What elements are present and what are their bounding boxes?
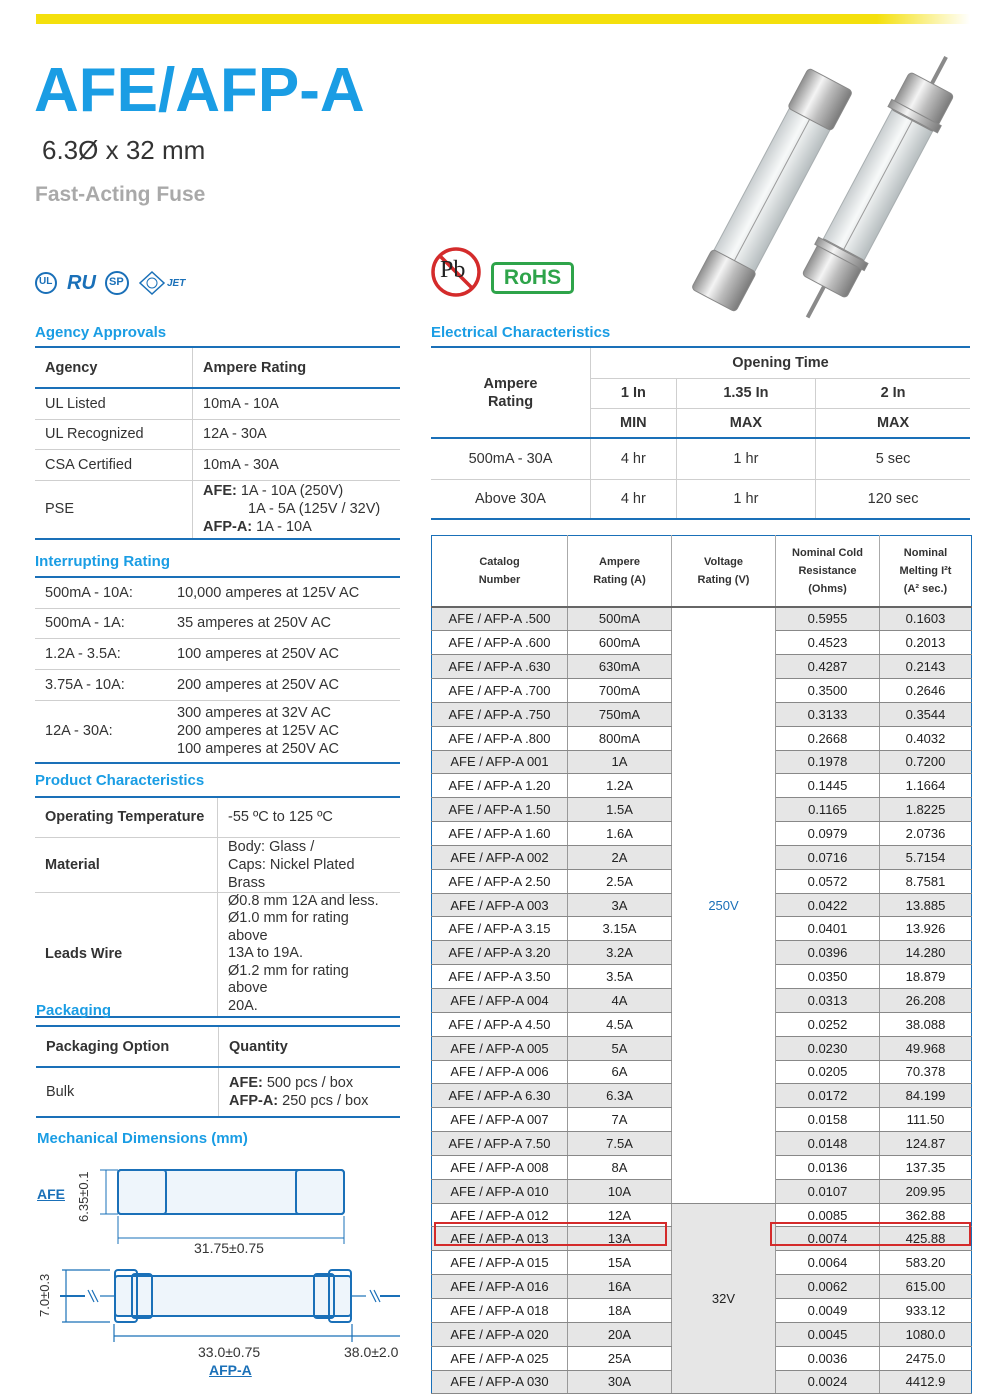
table-row xyxy=(35,700,400,763)
ampere-rating: 1.6A xyxy=(568,822,672,846)
interrupt-value-multi xyxy=(167,700,400,763)
leads-line: Ø1.0 mm for rating above xyxy=(228,910,349,944)
table-row xyxy=(35,480,400,539)
ampere-rating: 4.5A xyxy=(568,1012,672,1036)
interrupt-range: 1.2A - 3.5A: xyxy=(35,638,167,669)
qty-afpa-value: 250 pcs / box xyxy=(278,1093,369,1109)
multiplier-header: 1 In xyxy=(591,378,677,408)
ampere-rating: 3A xyxy=(568,893,672,917)
product-heading: Product Characteristics xyxy=(35,772,205,789)
melting-i2t: 0.2143 xyxy=(880,655,972,679)
ampere-rating: 30A xyxy=(568,1370,672,1394)
table-row xyxy=(36,1067,400,1117)
header-line: Catalog xyxy=(479,555,520,568)
catalog-number: AFE / AFP-A .600 xyxy=(432,631,568,655)
cold-resistance: 0.0396 xyxy=(776,941,880,965)
catalog-number: AFE / AFP-A 015 xyxy=(432,1251,568,1275)
interrupt-line: 200 amperes at 125V AC xyxy=(177,723,340,740)
melting-i2t: 583.20 xyxy=(880,1251,972,1275)
ampere-text: Ampere xyxy=(483,375,538,392)
cold-resistance: 0.0148 xyxy=(776,1132,880,1156)
header-line: (A² sec.) xyxy=(903,582,948,595)
catalog-number: AFE / AFP-A 013 xyxy=(432,1227,568,1251)
melting-header xyxy=(880,536,972,607)
catalog-number: AFE / AFP-A 2.50 xyxy=(432,869,568,893)
header-line: Rating (A) xyxy=(593,573,646,586)
melting-i2t: 0.2646 xyxy=(880,679,972,703)
cold-resistance: 0.0064 xyxy=(776,1251,880,1275)
voltage-32: 32V xyxy=(672,1203,776,1394)
agency-table xyxy=(35,348,400,540)
packaging-quantity xyxy=(219,1067,401,1117)
pse-afpa-value: 1A - 10A xyxy=(252,519,312,536)
ampere-rating: 2A xyxy=(568,845,672,869)
melting-i2t: 1.1664 xyxy=(880,774,972,798)
cold-resistance: 0.0036 xyxy=(776,1346,880,1370)
table-row xyxy=(35,419,400,449)
agency-rating: 10mA - 30A xyxy=(193,449,401,480)
afe-diameter-label: 6.35±0.1 xyxy=(76,1171,91,1222)
afpa-length-label: 33.0±0.75 xyxy=(198,1344,261,1360)
ampere-rating: 600mA xyxy=(568,631,672,655)
header-line: Number xyxy=(478,573,521,586)
melting-i2t: 0.7200 xyxy=(880,750,972,774)
table-row xyxy=(35,388,400,419)
cold-resistance: 0.4287 xyxy=(776,655,880,679)
current-range: 500mA - 30A xyxy=(431,438,591,479)
table-row xyxy=(35,798,400,837)
melting-i2t: 4412.9 xyxy=(880,1370,972,1394)
table-row xyxy=(35,578,400,608)
csa-logo-text: SP xyxy=(109,276,124,288)
cold-resistance: 0.0024 xyxy=(776,1370,880,1394)
ampere-rating: 15A xyxy=(568,1251,672,1275)
pb-text: Pb xyxy=(440,257,466,283)
ampere-rating: 8A xyxy=(568,1155,672,1179)
melting-i2t: 84.199 xyxy=(880,1084,972,1108)
catalog-number: AFE / AFP-A 1.20 xyxy=(432,774,568,798)
ampere-rating: 700mA xyxy=(568,679,672,703)
catalog-number: AFE / AFP-A 6.30 xyxy=(432,1084,568,1108)
product-table xyxy=(35,798,400,1018)
packaging-table xyxy=(36,1027,400,1118)
table-row xyxy=(35,449,400,480)
catalog-number: AFE / AFP-A .700 xyxy=(432,679,568,703)
voltage-rating-header xyxy=(672,536,776,607)
catalog-number: AFE / AFP-A 007 xyxy=(432,1108,568,1132)
catalog-number: AFE / AFP-A .630 xyxy=(432,655,568,679)
catalog-number: AFE / AFP-A 4.50 xyxy=(432,1012,568,1036)
interrupting-table xyxy=(35,578,400,764)
limit-header: MAX xyxy=(816,408,970,438)
interrupting-heading: Interrupting Rating xyxy=(35,553,170,570)
agency-rating: 12A - 30A xyxy=(193,419,401,449)
melting-i2t: 18.879 xyxy=(880,965,972,989)
cold-resistance: 0.0049 xyxy=(776,1298,880,1322)
cold-resistance: 0.0230 xyxy=(776,1036,880,1060)
catalog-number: AFE / AFP-A 7.50 xyxy=(432,1132,568,1156)
agency-name: UL Recognized xyxy=(35,419,193,449)
leads-line: Ø0.8 mm 12A and less. xyxy=(228,892,379,909)
quantity-header: Quantity xyxy=(219,1027,401,1067)
cold-resistance: 0.0107 xyxy=(776,1179,880,1203)
melting-i2t: 38.088 xyxy=(880,1012,972,1036)
table-row xyxy=(35,608,400,638)
cold-resistance: 0.0172 xyxy=(776,1084,880,1108)
ampere-rating: 1.2A xyxy=(568,774,672,798)
cold-resistance: 0.4523 xyxy=(776,631,880,655)
melting-i2t: 425.88 xyxy=(880,1227,972,1251)
interrupt-value: 200 amperes at 250V AC xyxy=(167,669,400,700)
ampere-rating: 3.2A xyxy=(568,941,672,965)
cold-resistance: 0.0350 xyxy=(776,965,880,989)
pse-afe-line2: 1A - 5A (125V / 32V) xyxy=(248,501,381,518)
interrupt-value: 10,000 amperes at 125V AC xyxy=(167,578,400,608)
melting-i2t: 209.95 xyxy=(880,1179,972,1203)
pse-jet-icon xyxy=(137,270,186,301)
catalog-number: AFE / AFP-A 018 xyxy=(432,1298,568,1322)
melting-i2t: 1.8225 xyxy=(880,798,972,822)
melting-i2t: 111.50 xyxy=(880,1108,972,1132)
multiplier-header: 1.35 In xyxy=(676,378,815,408)
afe-length-label: 31.75±0.75 xyxy=(194,1240,264,1256)
electrical-table xyxy=(431,348,970,520)
resistance-header xyxy=(776,536,880,607)
highlight-box-values xyxy=(770,1222,971,1246)
interrupt-value: 35 amperes at 250V AC xyxy=(167,608,400,638)
catalog-number: AFE / AFP-A 001 xyxy=(432,750,568,774)
ampere-rating: 12A xyxy=(568,1203,672,1227)
catalog-number: AFE / AFP-A 3.20 xyxy=(432,941,568,965)
cold-resistance: 0.0572 xyxy=(776,869,880,893)
cold-resistance: 0.1978 xyxy=(776,750,880,774)
header-line: Resistance xyxy=(798,564,857,577)
catalog-number: AFE / AFP-A 006 xyxy=(432,1060,568,1084)
page-title: AFE/AFP-A xyxy=(34,56,365,125)
qty-afpa-label: AFP-A: xyxy=(229,1093,279,1109)
melting-i2t: 362.88 xyxy=(880,1203,972,1227)
catalog-number: AFE / AFP-A .500 xyxy=(432,607,568,631)
catalog-number: AFE / AFP-A 1.60 xyxy=(432,822,568,846)
ampere-rating: 800mA xyxy=(568,726,672,750)
cold-resistance: 0.0979 xyxy=(776,822,880,846)
afpa-diameter-label: 7.0±0.3 xyxy=(37,1273,52,1317)
melting-i2t: 2475.0 xyxy=(880,1346,972,1370)
pse-afe-label: AFE: xyxy=(203,483,237,500)
pse-rating xyxy=(193,480,401,539)
top-accent-bar xyxy=(36,14,970,24)
afpa-lead-length-label: 38.0±2.0 xyxy=(344,1344,399,1360)
ampere-rating: 5A xyxy=(568,1036,672,1060)
catalog-number: AFE / AFP-A 003 xyxy=(432,893,568,917)
melting-i2t: 933.12 xyxy=(880,1298,972,1322)
cold-resistance: 0.0074 xyxy=(776,1227,880,1251)
melting-i2t: 8.7581 xyxy=(880,869,972,893)
material-label: Material xyxy=(35,837,218,892)
catalog-number: AFE / AFP-A .750 xyxy=(432,702,568,726)
cold-resistance: 0.0252 xyxy=(776,1012,880,1036)
melting-i2t: 615.00 xyxy=(880,1275,972,1299)
catalog-number: AFE / AFP-A 010 xyxy=(432,1179,568,1203)
cold-resistance: 0.1445 xyxy=(776,774,880,798)
size-spec: 6.3Ø x 32 mm xyxy=(42,135,206,165)
melting-i2t: 0.1603 xyxy=(880,607,972,631)
leads-line: 13A to 19A. xyxy=(228,945,303,962)
packaging-option: Bulk xyxy=(36,1067,219,1117)
cold-resistance: 0.0136 xyxy=(776,1155,880,1179)
cold-resistance: 0.0085 xyxy=(776,1203,880,1227)
material-line: Body: Glass / xyxy=(228,838,315,855)
ampere-rating: 4A xyxy=(568,989,672,1013)
ul-listed-icon xyxy=(35,272,57,299)
rating-text: Rating xyxy=(487,393,534,410)
cold-resistance: 0.0062 xyxy=(776,1275,880,1299)
cold-resistance: 0.3133 xyxy=(776,702,880,726)
lead-free-icon xyxy=(430,246,482,303)
leads-value xyxy=(218,892,401,1017)
limit-header: MIN xyxy=(591,408,677,438)
agency-rating: 10mA - 10A xyxy=(193,388,401,419)
table-row xyxy=(35,892,400,1017)
catalog-number: AFE / AFP-A 025 xyxy=(432,1346,568,1370)
mechanical-heading: Mechanical Dimensions (mm) xyxy=(37,1130,248,1147)
melting-i2t: 137.35 xyxy=(880,1155,972,1179)
ampere-rating-header xyxy=(568,536,672,607)
melting-i2t: 0.2013 xyxy=(880,631,972,655)
ampere-rating: 3.5A xyxy=(568,965,672,989)
interrupt-range: 12A - 30A: xyxy=(35,700,167,763)
header-line: (Ohms) xyxy=(808,582,847,595)
melting-i2t: 2.0736 xyxy=(880,822,972,846)
ul-recognized-icon: RU xyxy=(67,272,96,294)
ampere-rating-header xyxy=(431,348,591,438)
cold-resistance: 0.0313 xyxy=(776,989,880,1013)
leads-label: Leads Wire xyxy=(35,892,218,1017)
cold-resistance: 0.0422 xyxy=(776,893,880,917)
catalog-number: AFE / AFP-A 004 xyxy=(432,989,568,1013)
ampere-rating: 13A xyxy=(568,1227,672,1251)
table-row xyxy=(35,638,400,669)
cold-resistance: 0.1165 xyxy=(776,798,880,822)
ampere-rating: 500mA xyxy=(568,607,672,631)
ampere-rating: 10A xyxy=(568,1179,672,1203)
ampere-rating: 6A xyxy=(568,1060,672,1084)
table-row xyxy=(432,607,972,631)
melting-i2t: 0.4032 xyxy=(880,726,972,750)
qty-afe-value: 500 pcs / box xyxy=(262,1075,354,1091)
rohs-badge xyxy=(491,262,574,294)
opening-value: 120 sec xyxy=(816,479,970,519)
ampere-rating: 20A xyxy=(568,1322,672,1346)
cold-resistance: 0.0158 xyxy=(776,1108,880,1132)
pse-afe-line1: 1A - 10A (250V) xyxy=(236,483,344,500)
melting-i2t: 124.87 xyxy=(880,1132,972,1156)
ampere-rating: 750mA xyxy=(568,702,672,726)
opening-value: 1 hr xyxy=(676,479,815,519)
header-line: Nominal Cold xyxy=(792,546,863,559)
melting-i2t: 5.7154 xyxy=(880,845,972,869)
agency-col-header: Agency xyxy=(35,348,193,388)
voltage-250: 250V xyxy=(672,607,776,1204)
melting-i2t: 14.280 xyxy=(880,941,972,965)
melting-i2t: 1080.0 xyxy=(880,1322,972,1346)
ampere-rating: 6.3A xyxy=(568,1084,672,1108)
opening-value: 4 hr xyxy=(591,438,677,479)
catalog-number-header xyxy=(432,536,568,607)
table-row xyxy=(35,669,400,700)
cold-resistance: 0.0401 xyxy=(776,917,880,941)
ampere-rating: 2.5A xyxy=(568,869,672,893)
ampere-col-header: Ampere Rating xyxy=(193,348,401,388)
cold-resistance: 0.0045 xyxy=(776,1322,880,1346)
interrupt-range: 500mA - 1A: xyxy=(35,608,167,638)
afe-diagram-label: AFE xyxy=(37,1186,65,1202)
melting-i2t: 13.926 xyxy=(880,917,972,941)
interrupt-range: 500mA - 10A: xyxy=(35,578,167,608)
multiplier-header: 2 In xyxy=(816,378,970,408)
interrupt-line: 300 amperes at 32V AC xyxy=(177,705,331,722)
limit-header: MAX xyxy=(676,408,815,438)
page-subtitle: Fast-Acting Fuse xyxy=(35,183,206,206)
opening-value: 1 hr xyxy=(676,438,815,479)
ul-logo-text: UL xyxy=(39,276,53,287)
ampere-rating: 25A xyxy=(568,1346,672,1370)
interrupt-range: 3.75A - 10A: xyxy=(35,669,167,700)
catalog-number: AFE / AFP-A .800 xyxy=(432,726,568,750)
afpa-dimension-drawing xyxy=(40,1260,400,1355)
rohs-text: RoHS xyxy=(503,266,562,289)
header-line: Ampere xyxy=(599,555,640,568)
packaging-heading: Packaging xyxy=(36,1002,112,1019)
melting-i2t: 0.3544 xyxy=(880,702,972,726)
temp-label: Operating Temperature xyxy=(35,798,218,837)
header-line: Melting I²t xyxy=(899,564,952,577)
agency-heading: Agency Approvals xyxy=(35,324,167,341)
csa-icon xyxy=(104,270,130,301)
melting-i2t: 13.885 xyxy=(880,893,972,917)
afpa-diagram-label: AFP-A xyxy=(209,1362,252,1378)
ampere-rating: 630mA xyxy=(568,655,672,679)
ampere-rating: 7A xyxy=(568,1108,672,1132)
qty-afe-label: AFE: xyxy=(229,1075,263,1091)
material-line: Caps: Nickel Plated Brass xyxy=(228,856,355,891)
header-line: Voltage xyxy=(704,555,743,568)
catalog-number: AFE / AFP-A 002 xyxy=(432,845,568,869)
cold-resistance: 0.3500 xyxy=(776,679,880,703)
catalog-number: AFE / AFP-A 030 xyxy=(432,1370,568,1394)
opening-value: 5 sec xyxy=(816,438,970,479)
catalog-number: AFE / AFP-A 016 xyxy=(432,1275,568,1299)
table-row xyxy=(431,479,970,519)
fuse-product-image xyxy=(660,40,980,345)
melting-i2t: 26.208 xyxy=(880,989,972,1013)
catalog-table xyxy=(431,535,972,1394)
ampere-rating: 16A xyxy=(568,1275,672,1299)
leads-line: 20A. xyxy=(228,998,258,1015)
ampere-rating: 18A xyxy=(568,1298,672,1322)
melting-i2t: 70.378 xyxy=(880,1060,972,1084)
jet-logo-text: JET xyxy=(167,278,186,289)
header-line: Nominal xyxy=(903,546,948,559)
temp-value: -55 ºC to 125 ºC xyxy=(218,798,401,837)
catalog-number: AFE / AFP-A 3.50 xyxy=(432,965,568,989)
cold-resistance: 0.0205 xyxy=(776,1060,880,1084)
opening-time-header: Opening Time xyxy=(591,348,971,378)
cold-resistance: 0.0716 xyxy=(776,845,880,869)
agency-name: CSA Certified xyxy=(35,449,193,480)
ampere-rating: 3.15A xyxy=(568,917,672,941)
melting-i2t: 49.968 xyxy=(880,1036,972,1060)
agency-name: UL Listed xyxy=(35,388,193,419)
interrupt-value: 100 amperes at 250V AC xyxy=(167,638,400,669)
highlight-box-catalog xyxy=(434,1222,667,1246)
catalog-number: AFE / AFP-A 020 xyxy=(432,1322,568,1346)
catalog-number: AFE / AFP-A 3.15 xyxy=(432,917,568,941)
catalog-number: AFE / AFP-A 1.50 xyxy=(432,798,568,822)
current-range: Above 30A xyxy=(431,479,591,519)
catalog-number: AFE / AFP-A 012 xyxy=(432,1203,568,1227)
electrical-heading: Electrical Characteristics xyxy=(431,324,611,341)
catalog-number: AFE / AFP-A 008 xyxy=(432,1155,568,1179)
material-value xyxy=(218,837,401,892)
packaging-option-header: Packaging Option xyxy=(36,1027,219,1067)
table-row xyxy=(431,438,970,479)
header-line: Rating (V) xyxy=(697,573,750,586)
agency-name: PSE xyxy=(35,480,193,539)
opening-value: 4 hr xyxy=(591,479,677,519)
table-row xyxy=(35,837,400,892)
catalog-number: AFE / AFP-A 005 xyxy=(432,1036,568,1060)
ampere-rating: 1.5A xyxy=(568,798,672,822)
cold-resistance: 0.5955 xyxy=(776,607,880,631)
leads-line: Ø1.2 mm for rating above xyxy=(228,962,349,997)
cold-resistance: 0.2668 xyxy=(776,726,880,750)
ampere-rating: 7.5A xyxy=(568,1132,672,1156)
ampere-rating: 1A xyxy=(568,750,672,774)
pse-afpa-label: AFP-A: xyxy=(203,519,253,536)
interrupt-line: 100 amperes at 250V AC xyxy=(177,741,340,758)
